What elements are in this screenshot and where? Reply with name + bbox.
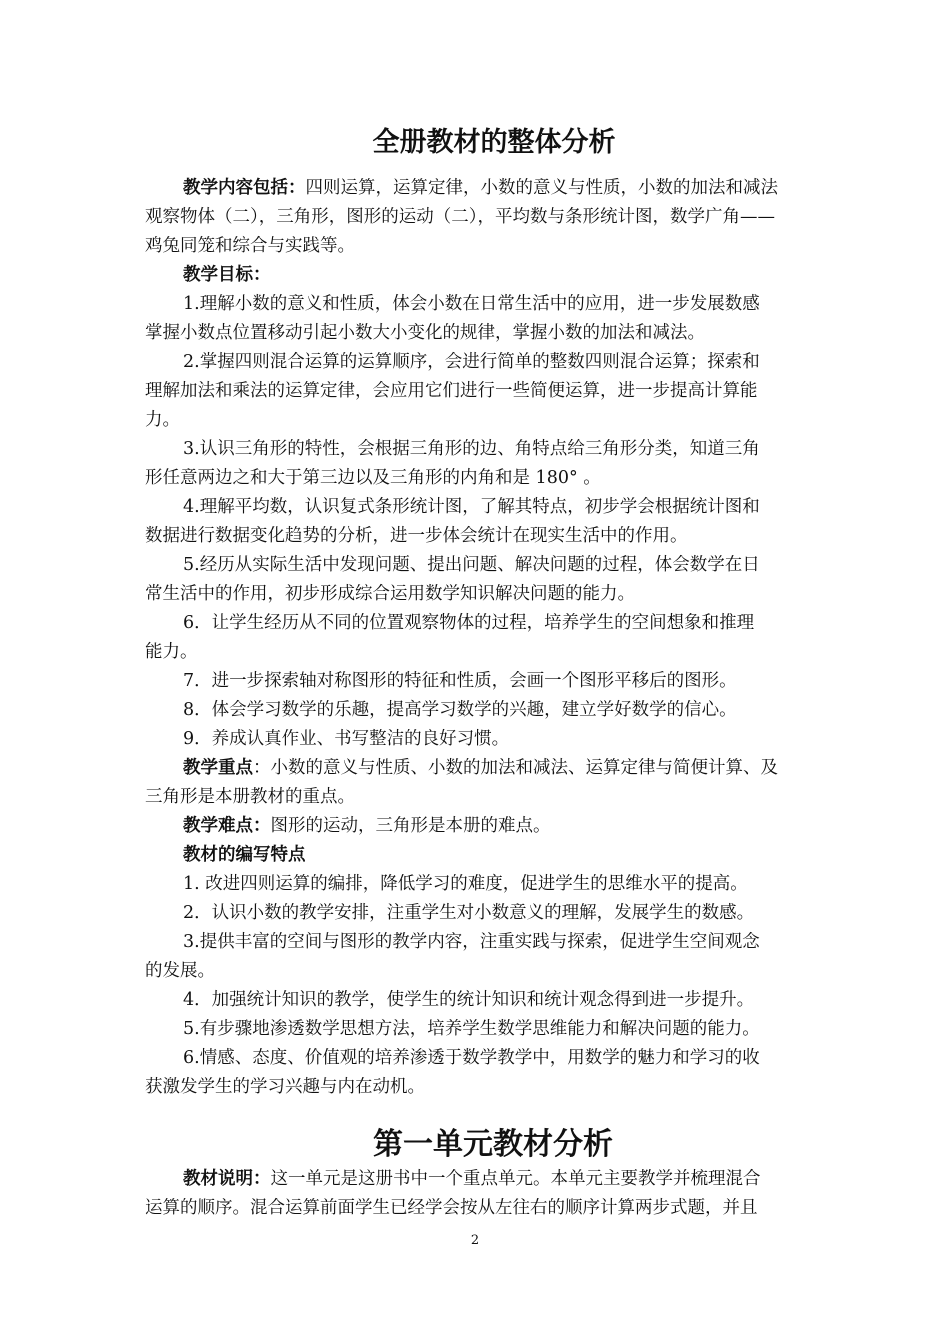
goal-line: 6．让学生经历从不同的位置观察物体的过程，培养学生的空间想象和推理 — [183, 613, 755, 633]
goal-line: 掌握小数点位置移动引起小数大小变化的规律，掌握小数的加法和减法。 — [145, 323, 705, 343]
feature-line: 6.情感、态度、价值观的培养渗透于数学教学中，用数学的魅力和学习的收 — [183, 1048, 760, 1068]
feature-line: 4．加强统计知识的教学，使学生的统计知识和统计观念得到进一步提升。 — [183, 990, 755, 1010]
unit-line: 教材说明：这一单元是这册书中一个重点单元。本单元主要教学并梳理混合 — [183, 1169, 761, 1189]
page-number: 2 — [470, 1233, 480, 1248]
feature-line: 3.提供丰富的空间与图形的教学内容，注重实践与探索，促进学生空间观念 — [183, 932, 760, 952]
goal-line: 9．养成认真作业、书写整洁的良好习惯。 — [183, 729, 510, 749]
goal-line: 3.认识三角形的特性，会根据三角形的边、角特点给三角形分类，知道三角 — [183, 439, 760, 459]
content-line: 观察物体（二），三角形，图形的运动（二），平均数与条形统计图，数学广角—— — [145, 207, 775, 227]
focus-line: 教学重点：小数的意义与性质、小数的加法和减法、运算定律与简便计算、及 — [183, 758, 778, 778]
goal-line: 7．进一步探索轴对称图形的特征和性质，会画一个图形平移后的图形。 — [183, 671, 737, 691]
difficulty-label: 教学难点： — [183, 816, 271, 836]
feature-line: 2．认识小数的教学安排，注重学生对小数意义的理解，发展学生的数感。 — [183, 903, 755, 923]
feature-line: 1. 改进四则运算的编排，降低学习的难度，促进学生的思维水平的提高。 — [183, 874, 748, 894]
feature-line: 5.有步骤地渗透数学思想方法，培养学生数学思维能力和解决问题的能力。 — [183, 1019, 760, 1039]
goal-line: 理解加法和乘法的运算定律，会应用它们进行一些简便运算，进一步提高计算能 — [145, 381, 758, 401]
feature-line: 获激发学生的学习兴趣与内在动机。 — [145, 1077, 425, 1097]
goal-line: 形任意两边之和大于第三边以及三角形的内角和是 180° 。 — [145, 468, 601, 488]
feature-line: 的发展。 — [145, 961, 215, 981]
difficulty-line: 教学难点：图形的运动，三角形是本册的难点。 — [183, 816, 551, 836]
goal-line: 常生活中的作用，初步形成综合运用数学知识解决问题的能力。 — [145, 584, 635, 604]
goal-line: 1.理解小数的意义和性质，体会小数在日常生活中的应用，进一步发展数感 — [183, 294, 760, 314]
goal-line: 能力。 — [145, 642, 198, 662]
goal-line: 8．体会学习数学的乐趣，提高学习数学的兴趣，建立学好数学的信心。 — [183, 700, 737, 720]
goal-line: 4.理解平均数，认识复式条形统计图，了解其特点，初步学会根据统计图和 — [183, 497, 760, 517]
goal-line: 力。 — [145, 410, 180, 430]
features-heading: 教材的编写特点 — [183, 845, 306, 865]
section-title: 第一单元教材分析 — [373, 1127, 613, 1162]
unit-line: 运算的顺序。混合运算前面学生已经学会按从左往右的顺序计算两步式题，并且 — [145, 1198, 758, 1218]
goals-heading: 教学目标： — [183, 265, 271, 285]
goal-line: 5.经历从实际生活中发现问题、提出问题、解决问题的过程，体会数学在日 — [183, 555, 760, 575]
page-title: 全册教材的整体分析 — [372, 127, 616, 158]
content-line: 教学内容包括：四则运算，运算定律，小数的意义与性质，小数的加法和减法 — [183, 178, 778, 198]
content-line: 鸡兔同笼和综合与实践等。 — [145, 236, 355, 256]
content-label: 教学内容包括： — [183, 178, 306, 198]
focus-label: 教学重点 — [183, 758, 253, 778]
goal-line: 数据进行数据变化趋势的分析，进一步体会统计在现实生活中的作用。 — [145, 526, 688, 546]
goal-line: 2.掌握四则混合运算的运算顺序，会进行简单的整数四则混合运算；探索和 — [183, 352, 760, 372]
unit-label: 教材说明： — [183, 1169, 271, 1189]
focus-line: 三角形是本册教材的重点。 — [145, 787, 355, 807]
